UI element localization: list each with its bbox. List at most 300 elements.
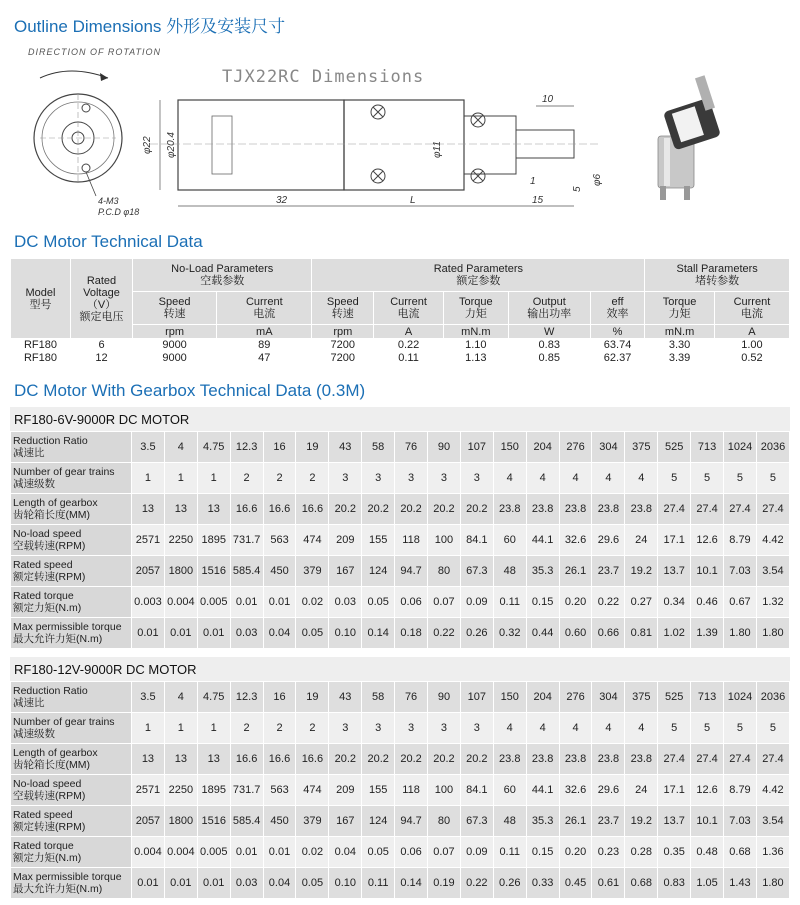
table-cell: 0.83 [658, 868, 691, 899]
table-cell: 2571 [132, 775, 165, 806]
table-cell: 563 [263, 775, 296, 806]
table-cell: 20.2 [428, 494, 461, 525]
table-cell: 276 [559, 432, 592, 463]
table-cell: 1800 [164, 806, 197, 837]
svg-text:15: 15 [532, 195, 544, 206]
table-cell: 13.7 [658, 806, 691, 837]
table-cell: 29.6 [592, 775, 625, 806]
table-cell: 0.10 [329, 618, 362, 649]
table-cell: 48 [493, 556, 526, 587]
svg-text:φ22: φ22 [142, 136, 153, 154]
table-cell: 4 [493, 463, 526, 494]
table-cell: 2036 [756, 682, 789, 713]
table-cell: 26.1 [559, 806, 592, 837]
table-cell: 0.004 [132, 837, 165, 868]
table-cell: 3.5 [132, 682, 165, 713]
table-cell: 150 [493, 432, 526, 463]
dim-title: TJX22RC Dimensions [222, 67, 425, 87]
table-cell: 0.11 [362, 868, 395, 899]
table-cell: 24 [625, 775, 658, 806]
row-label: Length of gearbox 齿轮箱长度(MM) [11, 744, 132, 775]
table-cell: 7.03 [724, 556, 757, 587]
table-cell: 20.2 [395, 744, 428, 775]
table-cell: 0.66 [592, 618, 625, 649]
table-cell: 3 [460, 463, 493, 494]
table-cell: 48 [493, 806, 526, 837]
table-cell: 0.23 [592, 837, 625, 868]
table-cell: 1 [164, 463, 197, 494]
table-cell: 23.8 [625, 494, 658, 525]
table-cell: 585.4 [230, 556, 263, 587]
table-cell: 13 [197, 744, 230, 775]
outline-title: Outline Dimensions 外形及安装尺寸 [14, 17, 286, 36]
table-row [11, 806, 790, 837]
table-cell: 0.14 [395, 868, 428, 899]
table-cell: 23.8 [559, 494, 592, 525]
direction-label: DIRECTION OF ROTATION [28, 47, 161, 57]
table-cell: 27.4 [691, 744, 724, 775]
rated-header: Rated Parameters 额定参数 [312, 259, 645, 292]
table-cell: 1024 [724, 432, 757, 463]
table-cell: 0.18 [395, 618, 428, 649]
table-cell: 3 [395, 463, 428, 494]
table-row [11, 463, 790, 494]
table-cell: 450 [263, 806, 296, 837]
table-cell: 19 [296, 432, 329, 463]
table-cell: 0.68 [724, 837, 757, 868]
table-cell: 0.32 [493, 618, 526, 649]
table-row [11, 682, 790, 713]
table-cell: 731.7 [230, 525, 263, 556]
table-cell: 35.3 [526, 556, 559, 587]
table-cell: 3.54 [756, 806, 789, 837]
table-cell: 26.1 [559, 556, 592, 587]
table-cell: 17.1 [658, 775, 691, 806]
table-cell: 27.4 [658, 494, 691, 525]
table-row [11, 744, 790, 775]
table-cell: 0.22 [592, 587, 625, 618]
row-label: No-load speed 空载转速(RPM) [11, 775, 132, 806]
svg-text:32: 32 [276, 195, 288, 206]
table-cell: 60 [493, 525, 526, 556]
table-cell: 107 [460, 682, 493, 713]
table-row [11, 432, 790, 463]
table-cell: 1.05 [691, 868, 724, 899]
table-cell: 0.01 [263, 587, 296, 618]
table-cell: 8.79 [724, 775, 757, 806]
row-label: Rated torque 额定力矩(N.m) [11, 587, 132, 618]
motor-row: RF180 6 9000 89 7200 0.22 1.10 0.83 63.74 3.30 1.00 [11, 339, 790, 352]
table-cell: 3.5 [132, 432, 165, 463]
table-cell: 90 [428, 682, 461, 713]
table-cell: 1516 [197, 806, 230, 837]
svg-text:10: 10 [542, 94, 554, 105]
table-cell: 167 [329, 806, 362, 837]
table-cell: 0.35 [658, 837, 691, 868]
table-cell: 0.04 [263, 618, 296, 649]
table-cell: 23.8 [493, 494, 526, 525]
table-cell: 90 [428, 432, 461, 463]
table-cell: 1.43 [724, 868, 757, 899]
table-cell: 16.6 [296, 494, 329, 525]
table-cell: 0.26 [493, 868, 526, 899]
table-cell: 304 [592, 432, 625, 463]
table-cell: 0.34 [658, 587, 691, 618]
motor-photo [658, 75, 721, 200]
table-cell: 7.03 [724, 806, 757, 837]
table-cell: 525 [658, 432, 691, 463]
table-cell: 2 [230, 463, 263, 494]
table-cell: 12.6 [691, 775, 724, 806]
table-cell: 3 [362, 463, 395, 494]
table-cell: 0.45 [559, 868, 592, 899]
table-cell: 44.1 [526, 775, 559, 806]
table-cell: 304 [592, 682, 625, 713]
table-cell: 0.60 [559, 618, 592, 649]
table-cell: 155 [362, 525, 395, 556]
table-cell: 0.004 [164, 587, 197, 618]
motor-spec-table: Model 型号 Rated Voltage （V） 额定电压 No-Load Parameters 空载参数 Rated Parameters 额定参数 Stall Parameters 堵转参数 Speed 转速 Current 电流 Speed 转速 Current 电流 Torque 力矩 Output 输出功率 eff 效率 Torque 力矩 Current 电流 rpm mA rpm A mN.m W % mN.m A RF180 6 9000 89 7200 0.22 1.10 0.83 63.74 3.30 1.00 RF180 12 9000 47 7200 0.11 1.13 0.85 62.37 3.39 0.52 [10, 258, 790, 365]
table-cell: 0.04 [263, 868, 296, 899]
table-cell: 4 [559, 463, 592, 494]
table-cell: 0.68 [625, 868, 658, 899]
table-cell: 76 [395, 682, 428, 713]
table-cell: 1 [132, 463, 165, 494]
pcd-label: P.C.D φ18 [98, 207, 140, 217]
table-cell: 0.28 [625, 837, 658, 868]
table-cell: 209 [329, 525, 362, 556]
table-cell: 4 [625, 713, 658, 744]
table-cell: 0.03 [230, 868, 263, 899]
table-cell: 0.44 [526, 618, 559, 649]
table-cell: 23.8 [526, 744, 559, 775]
table-cell: 27.4 [756, 494, 789, 525]
table-cell: 4 [526, 713, 559, 744]
table-cell: 27.4 [724, 494, 757, 525]
table-cell: 35.3 [526, 806, 559, 837]
svg-text:5: 5 [572, 186, 583, 192]
table-cell: 19 [296, 682, 329, 713]
table-cell: 84.1 [460, 775, 493, 806]
svg-text:1: 1 [530, 176, 536, 187]
table-row [11, 775, 790, 806]
table-cell: 450 [263, 556, 296, 587]
row-label: No-load speed 空载转速(RPM) [11, 525, 132, 556]
table-cell: 4.75 [197, 432, 230, 463]
table-row [11, 868, 790, 899]
table-cell: 585.4 [230, 806, 263, 837]
table-cell: 32.6 [559, 775, 592, 806]
table-cell: 1 [132, 713, 165, 744]
svg-text:φ11: φ11 [432, 141, 443, 158]
table-cell: 2 [230, 713, 263, 744]
table-cell: 1 [197, 463, 230, 494]
table-cell: 20.2 [428, 744, 461, 775]
table-cell: 2 [263, 463, 296, 494]
table-cell: 4 [592, 713, 625, 744]
table-cell: 0.004 [164, 837, 197, 868]
table-cell: 4 [625, 463, 658, 494]
table-cell: 0.01 [197, 618, 230, 649]
table-cell: 2 [263, 713, 296, 744]
table-cell: 4.42 [756, 775, 789, 806]
table-cell: 0.46 [691, 587, 724, 618]
gear-table-6v [10, 431, 790, 649]
table-cell: 1.39 [691, 618, 724, 649]
row-label: Reduction Ratio 减速比 [11, 432, 132, 463]
table-cell: 32.6 [559, 525, 592, 556]
table-row [11, 525, 790, 556]
table-cell: 80 [428, 806, 461, 837]
table-cell: 0.03 [230, 618, 263, 649]
table-cell: 17.1 [658, 525, 691, 556]
table-cell: 0.11 [493, 837, 526, 868]
table-cell: 60 [493, 775, 526, 806]
table-cell: 16.6 [230, 494, 263, 525]
table-cell: 24 [625, 525, 658, 556]
table-cell: 23.8 [526, 494, 559, 525]
table-cell: 2250 [164, 525, 197, 556]
row-label: Number of gear trains 减速级数 [11, 463, 132, 494]
table-cell: 1 [197, 713, 230, 744]
table-cell: 0.48 [691, 837, 724, 868]
table-cell: 1.80 [724, 618, 757, 649]
table-cell: 731.7 [230, 775, 263, 806]
table-cell: 27.4 [756, 744, 789, 775]
table-row [11, 837, 790, 868]
row-label: Rated speed 额定转速(RPM) [11, 806, 132, 837]
gear-table-title-6v: RF180-6V-9000R DC MOTOR [14, 412, 190, 427]
stall-header: Stall Parameters 堵转参数 [645, 259, 790, 292]
table-cell: 1 [164, 713, 197, 744]
table-cell: 4 [592, 463, 625, 494]
table-cell: 0.22 [428, 618, 461, 649]
table-cell: 5 [724, 463, 757, 494]
table-cell: 0.005 [197, 837, 230, 868]
svg-text:L: L [410, 195, 416, 206]
table-cell: 13 [164, 744, 197, 775]
table-cell: 1.02 [658, 618, 691, 649]
table-cell: 209 [329, 775, 362, 806]
table-cell: 0.07 [428, 837, 461, 868]
outline-drawing [0, 36, 800, 224]
table-cell: 29.6 [592, 525, 625, 556]
table-cell: 2036 [756, 432, 789, 463]
table-cell: 43 [329, 682, 362, 713]
table-cell: 13 [132, 494, 165, 525]
table-cell: 5 [756, 463, 789, 494]
table-cell: 0.09 [460, 837, 493, 868]
table-cell: 4 [526, 463, 559, 494]
gear-table-title-12v: RF180-12V-9000R DC MOTOR [14, 662, 197, 677]
table-cell: 13 [132, 744, 165, 775]
table-cell: 16 [263, 432, 296, 463]
table-cell: 0.02 [296, 837, 329, 868]
table-cell: 23.8 [493, 744, 526, 775]
table-cell: 204 [526, 432, 559, 463]
table-cell: 3 [329, 463, 362, 494]
table-cell: 713 [691, 432, 724, 463]
motor-body [178, 100, 344, 190]
table-cell: 20.2 [329, 494, 362, 525]
table-cell: 23.7 [592, 556, 625, 587]
table-cell: 8.79 [724, 525, 757, 556]
table-cell: 0.01 [197, 868, 230, 899]
table-cell: 100 [428, 775, 461, 806]
table-cell: 27.4 [658, 744, 691, 775]
row-label: Rated torque 额定力矩(N.m) [11, 837, 132, 868]
table-cell: 1.80 [756, 868, 789, 899]
table-cell: 118 [395, 775, 428, 806]
table-cell: 13 [197, 494, 230, 525]
gearbox-body [344, 100, 464, 190]
table-cell: 0.03 [329, 587, 362, 618]
table-cell: 23.8 [592, 744, 625, 775]
table-cell: 4 [164, 432, 197, 463]
table-cell: 20.2 [329, 744, 362, 775]
table-cell: 3 [460, 713, 493, 744]
table-cell: 0.26 [460, 618, 493, 649]
table-cell: 3.54 [756, 556, 789, 587]
table-cell: 2 [296, 463, 329, 494]
table-cell: 5 [658, 713, 691, 744]
table-cell: 0.005 [197, 587, 230, 618]
table-cell: 27.4 [691, 494, 724, 525]
table-cell: 0.67 [724, 587, 757, 618]
table-cell: 124 [362, 556, 395, 587]
table-cell: 2 [296, 713, 329, 744]
table-cell: 19.2 [625, 806, 658, 837]
table-cell: 0.01 [132, 868, 165, 899]
row-label: Reduction Ratio 减速比 [11, 682, 132, 713]
table-cell: 0.81 [625, 618, 658, 649]
table-cell: 10.1 [691, 556, 724, 587]
table-cell: 0.14 [362, 618, 395, 649]
table-cell: 13.7 [658, 556, 691, 587]
table-cell: 1516 [197, 556, 230, 587]
table-cell: 58 [362, 432, 395, 463]
table-cell: 80 [428, 556, 461, 587]
table-cell: 1.80 [756, 618, 789, 649]
table-row [11, 494, 790, 525]
table-cell: 150 [493, 682, 526, 713]
svg-text:φ6: φ6 [592, 173, 603, 186]
table-cell: 84.1 [460, 525, 493, 556]
table-cell: 43 [329, 432, 362, 463]
table-cell: 10.1 [691, 806, 724, 837]
table-cell: 13 [164, 494, 197, 525]
table-cell: 16.6 [263, 494, 296, 525]
table-cell: 3 [329, 713, 362, 744]
table-cell: 563 [263, 525, 296, 556]
gearbox-title: DC Motor With Gearbox Technical Data (0.3M) [14, 381, 366, 400]
table-cell: 0.01 [132, 618, 165, 649]
row-label: Rated speed 额定转速(RPM) [11, 556, 132, 587]
table-cell: 1895 [197, 775, 230, 806]
table-cell: 0.20 [559, 587, 592, 618]
table-cell: 0.10 [329, 868, 362, 899]
table-cell: 19.2 [625, 556, 658, 587]
model-header: Model 型号 [11, 259, 71, 339]
table-cell: 118 [395, 525, 428, 556]
table-cell: 23.8 [592, 494, 625, 525]
table-cell: 0.01 [164, 868, 197, 899]
table-cell: 0.05 [362, 587, 395, 618]
table-cell: 58 [362, 682, 395, 713]
table-cell: 1800 [164, 556, 197, 587]
table-cell: 1.36 [756, 837, 789, 868]
table-cell: 16 [263, 682, 296, 713]
table-row [11, 713, 790, 744]
table-cell: 1895 [197, 525, 230, 556]
table-cell: 67.3 [460, 806, 493, 837]
table-cell: 0.27 [625, 587, 658, 618]
table-cell: 107 [460, 432, 493, 463]
table-cell: 44.1 [526, 525, 559, 556]
table-cell: 0.33 [526, 868, 559, 899]
table-cell: 0.01 [164, 618, 197, 649]
table-cell: 0.01 [230, 837, 263, 868]
row-label: Length of gearbox 齿轮箱长度(MM) [11, 494, 132, 525]
table-cell: 525 [658, 682, 691, 713]
table-cell: 2057 [132, 806, 165, 837]
table-cell: 276 [559, 682, 592, 713]
table-cell: 20.2 [460, 494, 493, 525]
table-cell: 1.32 [756, 587, 789, 618]
table-cell: 2057 [132, 556, 165, 587]
table-cell: 0.19 [428, 868, 461, 899]
table-cell: 4 [559, 713, 592, 744]
table-cell: 0.003 [132, 587, 165, 618]
table-cell: 16.6 [230, 744, 263, 775]
table-cell: 20.2 [460, 744, 493, 775]
table-cell: 474 [296, 775, 329, 806]
table-cell: 4.75 [197, 682, 230, 713]
voltage-header: Rated Voltage （V） 额定电压 [71, 259, 133, 339]
table-cell: 20.2 [362, 744, 395, 775]
table-cell: 0.02 [296, 587, 329, 618]
table-cell: 0.22 [460, 868, 493, 899]
row-label: Max permissible torque 最大允许力矩(N.m) [11, 868, 132, 899]
table-cell: 474 [296, 525, 329, 556]
table-row [11, 618, 790, 649]
table-cell: 27.4 [724, 744, 757, 775]
table-cell: 94.7 [395, 806, 428, 837]
gear-table-12v [10, 681, 790, 899]
table-cell: 0.06 [395, 587, 428, 618]
table-cell: 20.2 [362, 494, 395, 525]
table-cell: 0.05 [362, 837, 395, 868]
table-cell: 0.61 [592, 868, 625, 899]
table-cell: 5 [691, 463, 724, 494]
table-cell: 12.3 [230, 682, 263, 713]
row-label: Number of gear trains 减速级数 [11, 713, 132, 744]
table-cell: 23.8 [625, 744, 658, 775]
table-cell: 379 [296, 556, 329, 587]
motor-row: RF180 12 9000 47 7200 0.11 1.13 0.85 62.37 3.39 0.52 [11, 352, 790, 365]
table-cell: 12.6 [691, 525, 724, 556]
table-cell: 5 [658, 463, 691, 494]
table-cell: 0.05 [296, 868, 329, 899]
table-row [11, 556, 790, 587]
table-cell: 155 [362, 775, 395, 806]
table-cell: 0.15 [526, 837, 559, 868]
row-label: Max permissible torque 最大允许力矩(N.m) [11, 618, 132, 649]
table-cell: 12.3 [230, 432, 263, 463]
table-cell: 5 [756, 713, 789, 744]
holes-label: 4-M3 [98, 196, 119, 206]
table-cell: 0.01 [230, 587, 263, 618]
